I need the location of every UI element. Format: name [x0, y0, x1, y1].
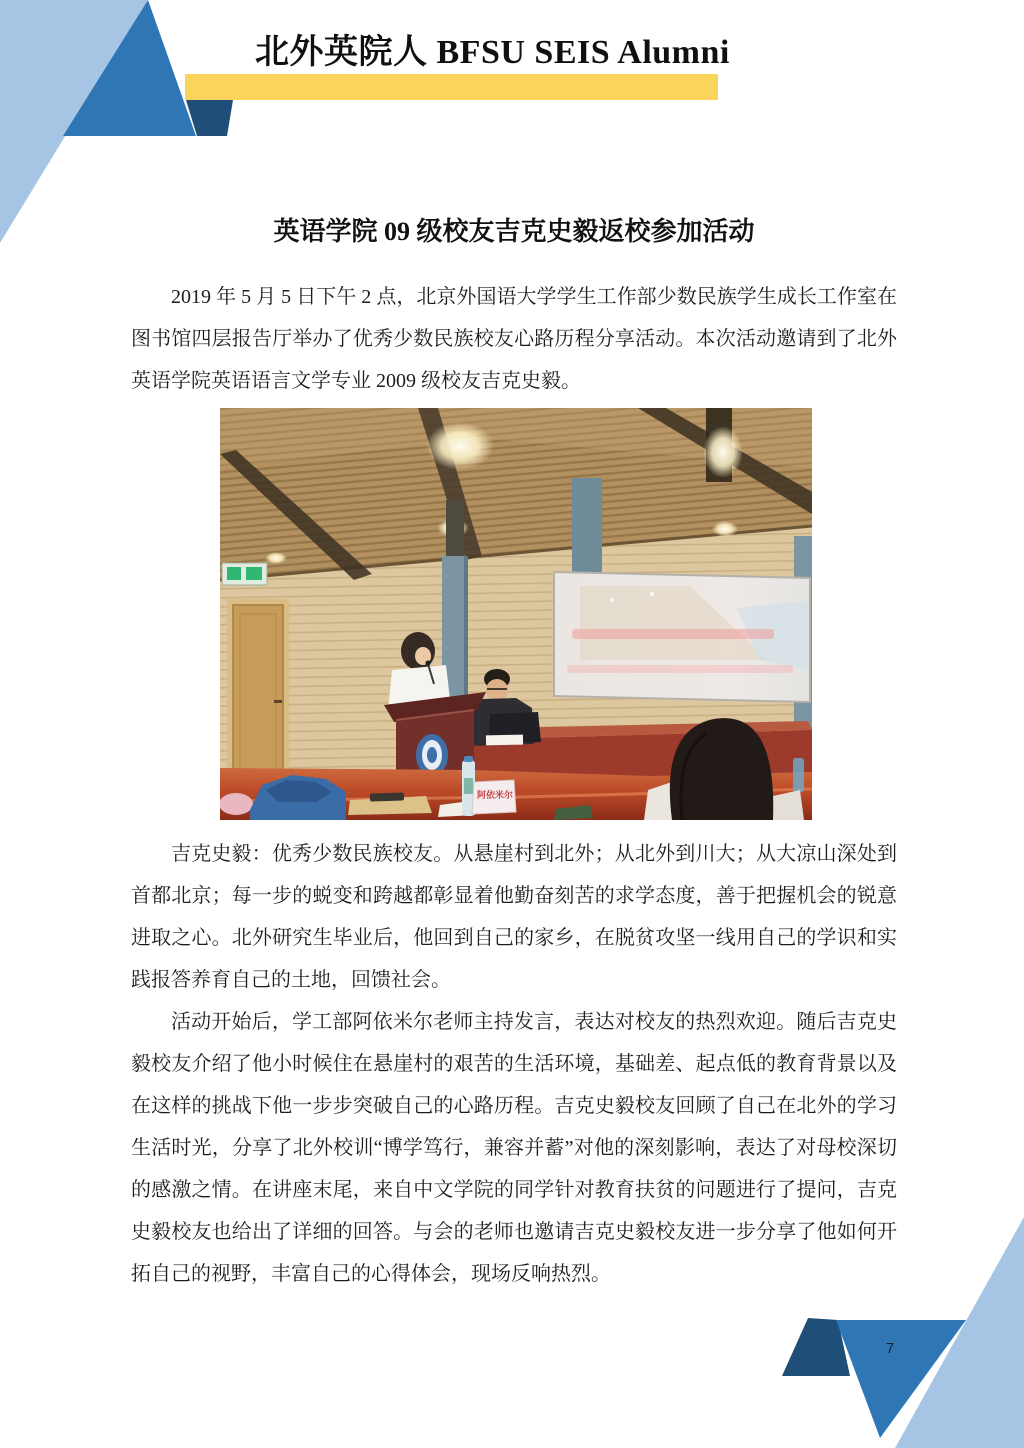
page-number: 7	[885, 1340, 895, 1357]
paragraph-1: 2019 年 5 月 5 日下午 2 点，北京外国语大学学生工作部少数民族学生成长工作室在图书馆四层报告厅举办了优秀少数民族校友心路历程分享活动。本次活动邀请到了北外英语学院英语语言文学专业 2009 级校友吉克史毅。	[131, 286, 897, 392]
door	[227, 599, 289, 790]
article-title: 英语学院 09 级校友吉克史毅返校参加活动	[273, 217, 755, 246]
exit-sign	[222, 563, 267, 585]
paragraph-block-1	[131, 276, 897, 402]
masthead-yellow-bar	[185, 74, 718, 100]
placard-name-label: 阿依米尔	[476, 790, 513, 800]
masthead-title: 北外英院人 BFSU SEIS Alumni	[255, 34, 730, 71]
event-photo	[220, 408, 812, 820]
paragraph-3: 活动开始后，学工部阿依米尔老师主持发言，表达对校友的热烈欢迎。随后吉克史毅校友介绍了他小时候住在悬崖村的艰苦的生活环境，基础差、起点低的教育背景以及在这样的挑战下他一步步突破自己的心路历程。吉克史毅校友回顾了自己在北外的学习生活时光，分享了北外校训“博学笃行，兼容并蓄”对他的深刻影响，表达了对母校深切的感激之情。在讲座末尾，来自中文学院的同学针对教育扶贫的问题进行了提问，吉克史毅校友也给出了详细的回答。与会的老师也邀请吉克史毅校友进一步分享了他如何开拓自己的视野，丰富自己的心得体会，现场反响热烈。	[131, 1011, 897, 1285]
projection-screen	[554, 572, 810, 702]
bottom-right-decoration	[724, 1188, 1024, 1448]
paragraph-2: 吉克史毅：优秀少数民族校友。从悬崖村到北外；从北外到川大；从大凉山深处到首都北京；每一步的蜕变和跨越都彰显着他勤奋刻苦的求学态度，善于把握机会的锐意进取之心。北外研究生毕业后，他回到自己的家乡，在脱贫攻坚一线用自己的学识和实践报答养育自己的土地，回馈社会。	[131, 843, 897, 991]
event-photo-illustration	[220, 408, 812, 820]
